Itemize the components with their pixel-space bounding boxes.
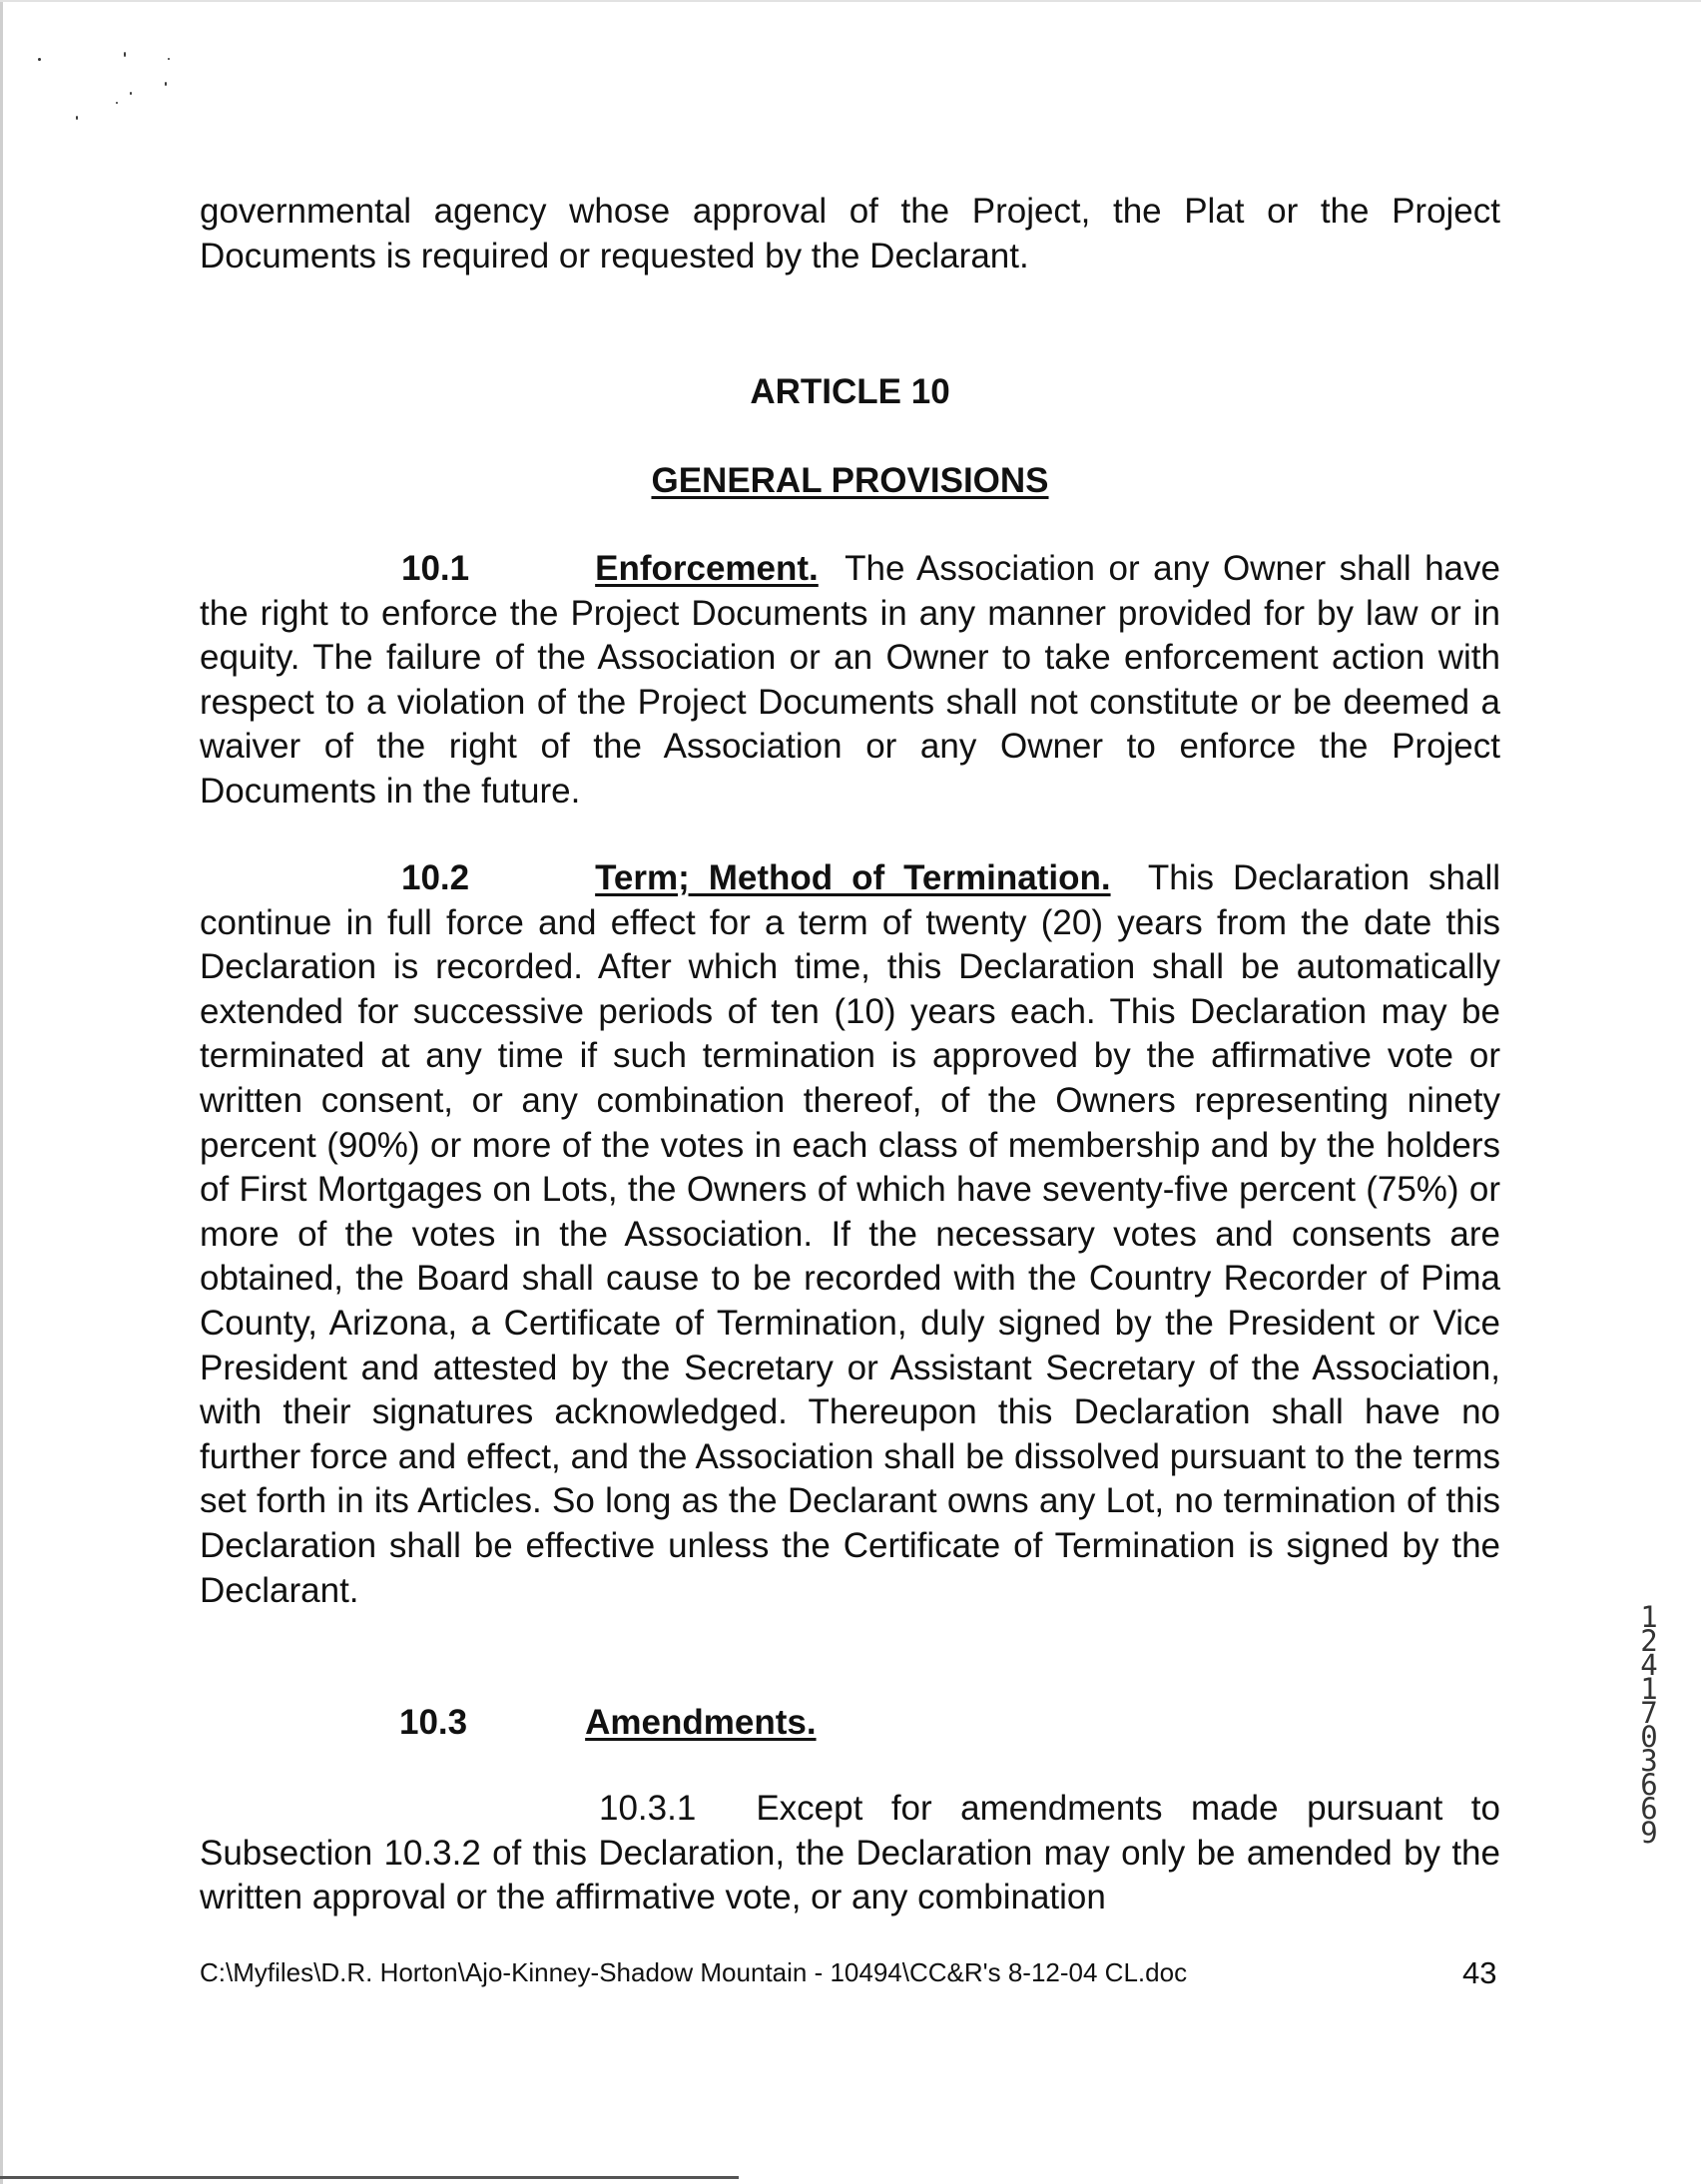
scan-speck	[124, 52, 126, 57]
section-title: Amendments.	[585, 1703, 817, 1742]
section-number: 10.1	[401, 549, 470, 588]
subsection-10-3-1	[200, 1787, 1500, 1920]
scan-speck	[130, 92, 132, 95]
scan-edge-top	[0, 0, 1701, 2]
subsection-body: Except for amendments made pursuant to Subsection 10.3.2 of this Declaration, the Declaration may only be amended by the written approval or the affirmative vote, or any combination	[200, 1789, 1500, 1917]
section-number: 10.3	[399, 1703, 468, 1742]
section-10-1	[200, 547, 1500, 815]
section-number: 10.2	[401, 858, 470, 897]
section-10-2	[200, 856, 1500, 1613]
scan-speck	[76, 116, 78, 120]
scan-speck	[168, 58, 170, 60]
section-10-3	[399, 1703, 817, 1743]
footer-file-path: C:\Myfiles\D.R. Horton\Ajo-Kinney-Shadow Mountain - 10494\CC&R's 8-12-04 CL.doc	[200, 1957, 1188, 1987]
scan-speck	[165, 82, 167, 86]
scan-speck	[116, 102, 118, 104]
section-title: Enforcement.	[595, 549, 819, 588]
scan-edge-left	[0, 0, 3, 2184]
subsection-number: 10.3.1	[599, 1789, 697, 1828]
article-number: ARTICLE 10	[750, 372, 950, 411]
page-number: 43	[1462, 1955, 1497, 1990]
section-body: This Declaration shall continue in full force and effect for a term of twenty (20) years from the date this Declaration is recorded. After which time, this Declaration shall be automatically extended for successive periods of ten (10) years each. This Declaration may be terminated at any time if such termination is approved by the affirmative vote or written consent, or any combination thereof, of the Owners representing ninety percent (90%) or more of the votes in each class of membership and by the holders of First Mortgages on Lots, the Owners of which have seventy-five percent (75%) or more of the votes in the Association. If the necessary votes and consents are obtained, the Board shall cause to be recorded with the Country Recorder of Pima County, Arizona, a Certificate of Termination, duly signed by the President or Vice President and attested by the Secretary or Assistant Secretary of the Association, with their signatures acknowledged. Thereupon this Declaration shall have no further force and effect, and the Association shall be dissolved pursuant to the terms set forth in its Articles. So long as the Declarant owns any Lot, no termination of this Declaration shall be effective unless the Certificate of Termination is signed by the Declarant.	[200, 858, 1500, 1610]
article-title-text: GENERAL PROVISIONS	[651, 461, 1049, 500]
section-title: Term; Method of Termination.	[595, 858, 1111, 897]
scan-speck	[38, 58, 41, 61]
scan-edge-bottom	[0, 2176, 739, 2179]
section-body: The Association or any Owner shall have the right to enforce the Project Documents in any manner provided for by law or in equity. The failure of the Association or an Owner to take enforcement action with respect to a violation of the Project Documents shall not constitute or be deemed a waiver of the right of the Association or any Owner to enforce the Project Documents in the future.	[200, 549, 1500, 811]
intro-paragraph: governmental agency whose approval of the Project, the Plat or the Project Documents is required or requested by the Declarant.	[200, 192, 1500, 275]
margin-recording-stamp: 12417 03669	[1640, 1600, 1658, 1850]
article-title	[200, 461, 1500, 501]
